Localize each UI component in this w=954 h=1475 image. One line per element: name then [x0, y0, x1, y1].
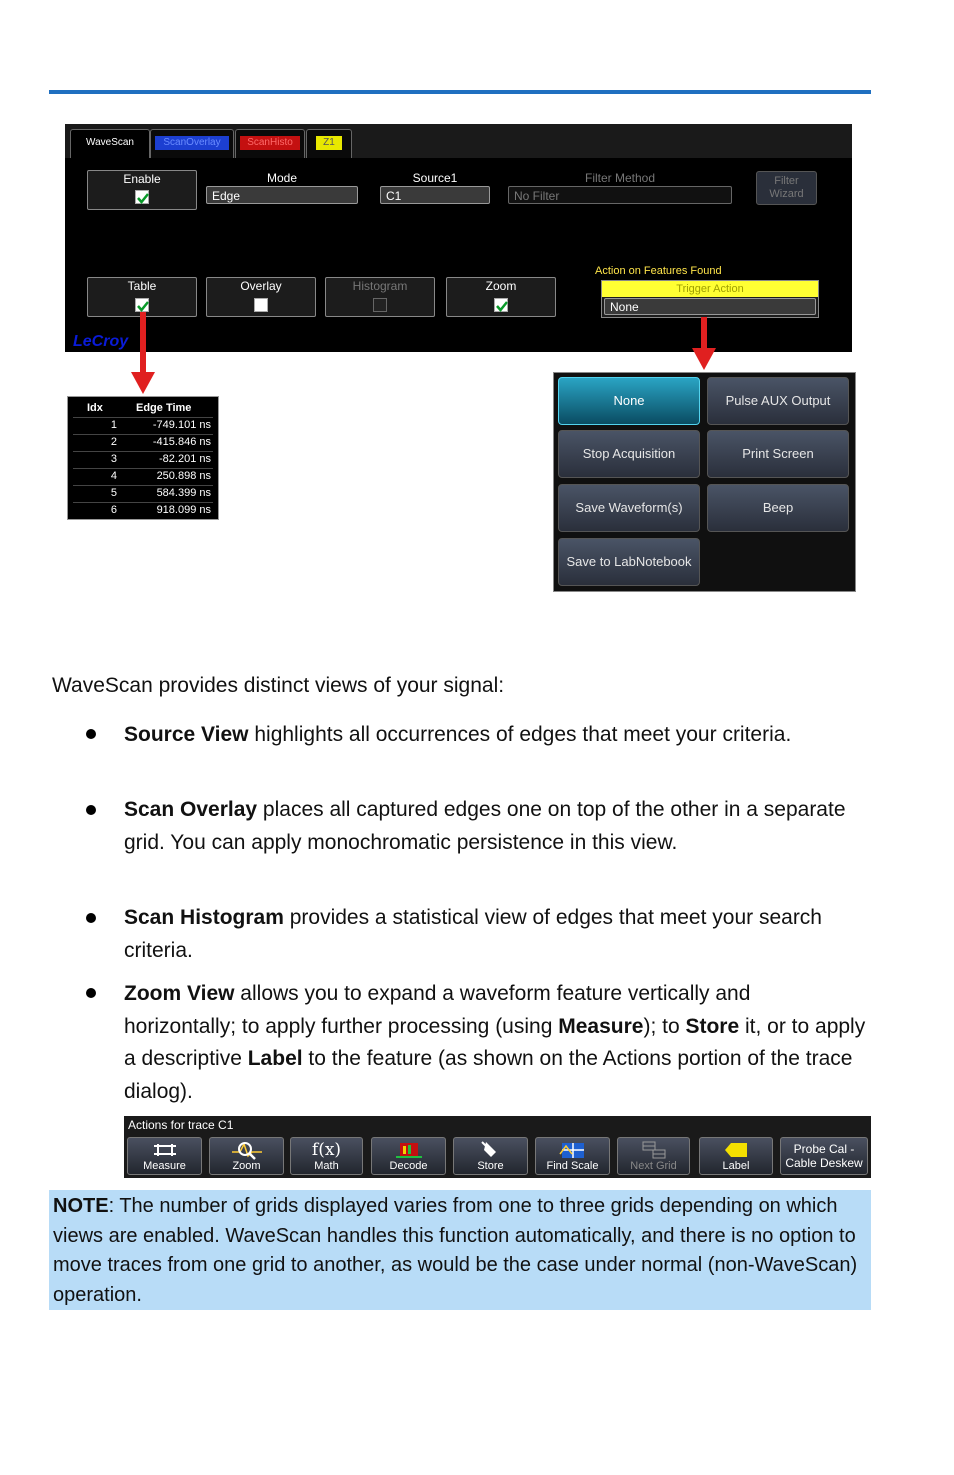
- bullet-scan-overlay: Scan Overlay places all captured edges one on top of the other in a separate grid. You can apply monochromatic persistence in this view.: [124, 798, 846, 854]
- trace-actions-toolbar: [124, 1116, 871, 1178]
- decode-button[interactable]: Decode: [371, 1137, 446, 1175]
- overlay-label: Overlay: [240, 279, 282, 293]
- trigger-action-select[interactable]: None: [604, 298, 816, 315]
- action-none-button[interactable]: None: [558, 377, 700, 425]
- tab-scanoverlay[interactable]: ScanOverlay: [150, 129, 234, 158]
- table-row: 2 -415.846 ns: [73, 434, 213, 451]
- probe-cal-deskew-button[interactable]: Probe Cal - Cable Deskew: [780, 1137, 868, 1175]
- tab-z1[interactable]: Z1: [306, 129, 352, 158]
- histogram-group: [325, 277, 435, 317]
- mode-select[interactable]: Edge: [206, 186, 358, 204]
- bullet-dot: [86, 913, 96, 923]
- action-pulse-aux-button[interactable]: Pulse AUX Output: [707, 377, 849, 425]
- label-button[interactable]: Label: [699, 1137, 773, 1175]
- table-row: 1 -749.101 ns: [73, 417, 213, 434]
- intro-text: WaveScan provides distinct views of your signal:: [52, 674, 505, 697]
- table-group: [87, 277, 197, 317]
- measure-icon: [150, 1140, 180, 1160]
- trigger-action-group: [601, 280, 819, 318]
- table-row: 5 584.399 ns: [73, 485, 213, 502]
- note-box: [49, 1190, 871, 1310]
- find-scale-button[interactable]: Find Scale: [535, 1137, 610, 1175]
- table-row: 4 250.898 ns: [73, 468, 213, 485]
- lecroy-logo: LeCroy: [73, 333, 129, 350]
- check-icon: [495, 299, 509, 313]
- source-select[interactable]: C1: [380, 186, 490, 204]
- measure-button[interactable]: Measure: [127, 1137, 202, 1175]
- filter-method-select[interactable]: No Filter: [508, 186, 732, 204]
- header-rule: [49, 90, 871, 94]
- trigger-action-menu: [553, 372, 856, 592]
- overlay-checkbox[interactable]: [254, 298, 268, 312]
- bullet-dot: [86, 729, 96, 739]
- note-text: NOTE: The number of grids displayed varies from one to three grids depending on which views are enabled. WaveScan handles this function automatically, and there is no option to move traces from one grid to another, as would be the case under normal (non-WaveScan) operation.: [53, 1195, 858, 1306]
- table-header: Idx Edge Time: [73, 401, 213, 415]
- action-beep-button[interactable]: Beep: [707, 484, 849, 532]
- bullet-dot: [86, 988, 96, 998]
- toolbar-title: Actions for trace C1: [128, 1118, 234, 1132]
- filter-wizard-button[interactable]: Filter Wizard: [756, 171, 817, 205]
- action-save-waveform-button[interactable]: Save Waveform(s): [558, 484, 700, 532]
- trigger-action-label: Trigger Action: [602, 281, 818, 297]
- wavescan-dialog: [65, 124, 852, 352]
- enable-checkbox[interactable]: [135, 190, 149, 204]
- decode-icon: [394, 1140, 424, 1160]
- table-checkbox[interactable]: [135, 298, 149, 312]
- store-icon: [476, 1140, 506, 1160]
- table-row: 3 -82.201 ns: [73, 451, 213, 468]
- table-row: 6 918.099 ns: [73, 502, 213, 519]
- bullet-zoom-view: Zoom View allows you to expand a waveform feature vertically and horizontally; to apply further processing (using Measure); to Store it, or to apply a descriptive Label to the feature (as shown on the Actions portion of the trace dialog).: [124, 982, 866, 1103]
- filter-method-label: Filter Method: [584, 171, 656, 185]
- bullet-dot: [86, 805, 96, 815]
- zoom-icon: [232, 1140, 262, 1160]
- zoom-group: [446, 277, 556, 317]
- enable-group: [87, 170, 197, 210]
- store-button[interactable]: Store: [453, 1137, 528, 1175]
- math-icon: f(x): [311, 1140, 342, 1160]
- dialog-tab-bar: [65, 124, 852, 158]
- zoom-label: Zoom: [485, 279, 517, 293]
- action-on-features-label: Action on Features Found: [595, 265, 722, 277]
- label-icon: [721, 1140, 751, 1160]
- zoom-checkbox[interactable]: [494, 298, 508, 312]
- action-save-labnotebook-button[interactable]: Save to LabNotebook: [558, 538, 700, 586]
- action-print-screen-button[interactable]: Print Screen: [707, 430, 849, 478]
- source-label: Source1: [412, 171, 458, 185]
- action-stop-acquisition-button[interactable]: Stop Acquisition: [558, 430, 700, 478]
- mode-label: Mode: [266, 171, 298, 185]
- zoom-button[interactable]: Zoom: [209, 1137, 284, 1175]
- histogram-label: Histogram: [352, 279, 408, 293]
- next-grid-icon: [639, 1140, 669, 1160]
- math-button[interactable]: f(x) Math: [290, 1137, 363, 1175]
- check-icon: [136, 299, 150, 313]
- check-icon: [136, 191, 150, 205]
- overlay-group: [206, 277, 316, 317]
- next-grid-button[interactable]: Next Grid: [617, 1137, 690, 1175]
- bullet-scan-histogram: Scan Histogram provides a statistical view of edges that meet your search criteria.: [124, 906, 822, 962]
- tab-scanhisto[interactable]: ScanHisto: [235, 129, 305, 158]
- enable-label: Enable: [123, 172, 161, 186]
- bullet-source-view: Source View highlights all occurrences of edges that meet your criteria.: [124, 723, 792, 746]
- table-label: Table: [127, 279, 157, 293]
- histogram-checkbox[interactable]: [373, 298, 387, 312]
- find-scale-icon: [558, 1140, 588, 1160]
- edge-time-table: [67, 396, 219, 520]
- tab-wavescan[interactable]: WaveScan: [70, 129, 150, 158]
